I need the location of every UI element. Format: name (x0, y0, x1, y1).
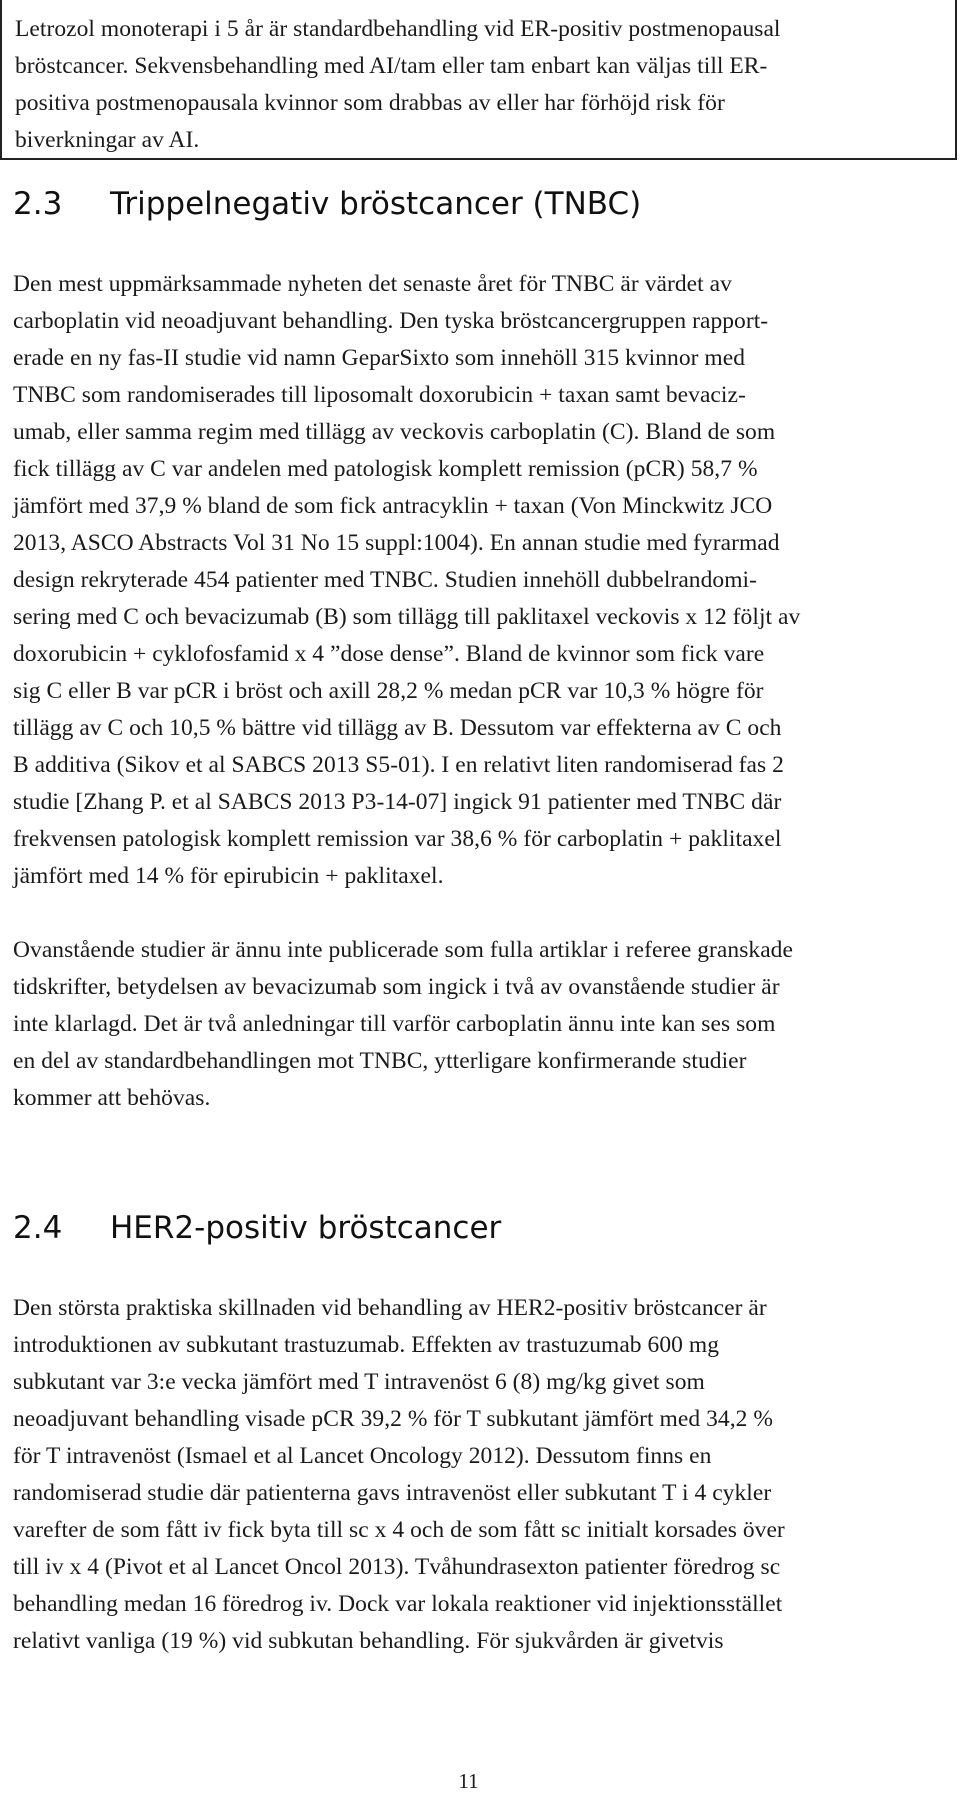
text-line: carboplatin vid neoadjuvant behandling. Den tyska bröstcancergruppen rapport- (13, 308, 769, 334)
text-line: Den största praktiska skillnaden vid behandling av HER2-positiv bröstcancer är (13, 1295, 767, 1321)
text-line: doxorubicin + cyklofosfamid x 4 ”dose dense”. Bland de kvinnor som fick vare (13, 641, 765, 667)
section-2-4-paragraph-1 (13, 1290, 950, 1660)
text-line: positiva postmenopausala kvinnor som drabbas av eller har förhöjd risk för (15, 90, 725, 116)
text-line: bröstcancer. Sekvensbehandling med AI/tam eller tam enbart kan väljas till ER- (15, 53, 768, 79)
section-number: 2.4 (13, 1210, 63, 1246)
text-line: jämfört med 37,9 % bland de som fick antracyklin + taxan (Von Minckwitz JCO (13, 493, 773, 519)
paragraph-text (13, 266, 950, 895)
text-line: tillägg av C och 10,5 % bättre vid tillägg av B. Dessutom var effekterna av C och (13, 715, 782, 741)
boxed-paragraph (0, 0, 957, 160)
text-line: inte klarlagd. Det är två anledningar till varför carboplatin ännu inte kan ses som (13, 1011, 776, 1037)
text-line: 2013, ASCO Abstracts Vol 31 No 15 suppl:1004). En annan studie med fyrarmad (13, 530, 780, 556)
section-title: Trippelnegativ bröstcancer (TNBC) (110, 186, 642, 222)
section-title: HER2-positiv bröstcancer (110, 1210, 502, 1246)
text-line: biverkningar av AI. (15, 127, 200, 153)
text-line: kommer att behövas. (13, 1085, 211, 1111)
text-line: randomiserad studie där patienterna gavs intravenöst eller subkutant T i 4 cykler (13, 1480, 772, 1506)
text-line: erade en ny fas-II studie vid namn GeparSixto som innehöll 315 kvinnor med (13, 345, 746, 371)
boxed-paragraph-text (15, 11, 935, 159)
text-line: för T intravenöst (Ismael et al Lancet Oncology 2012). Dessutom finns en (13, 1443, 712, 1469)
section-heading-2-3 (13, 186, 641, 222)
text-line: till iv x 4 (Pivot et al Lancet Oncol 2013). Tvåhundrasexton patienter föredrog sc (13, 1554, 781, 1580)
text-line: Den mest uppmärksammade nyheten det senaste året för TNBC är värdet av (13, 271, 732, 297)
text-line: relativt vanliga (19 %) vid subkutan behandling. För sjukvården är givetvis (13, 1628, 724, 1654)
text-line: B additiva (Sikov et al SABCS 2013 S5-01). I en relativt liten randomiserad fas 2 (13, 752, 784, 778)
text-line: varefter de som fått iv fick byta till sc x 4 och de som fått sc initialt korsades över (13, 1517, 785, 1543)
text-line: sig C eller B var pCR i bröst och axill 28,2 % medan pCR var 10,3 % högre för (13, 678, 764, 704)
text-line: Letrozol monoterapi i 5 år är standardbehandling vid ER-positiv postmenopausal (15, 16, 781, 42)
section-2-3-paragraph-1 (13, 266, 950, 895)
paragraph-text (13, 1290, 950, 1660)
section-2-3-paragraph-2 (13, 932, 950, 1117)
text-line: frekvensen patologisk komplett remission var 38,6 % för carboplatin + paklitaxel (13, 826, 782, 852)
text-line: studie [Zhang P. et al SABCS 2013 P3-14-07] ingick 91 patienter med TNBC där (13, 789, 782, 815)
text-line: Ovanstående studier är ännu inte publicerade som fulla artiklar i referee granskade (13, 937, 793, 963)
text-line: neoadjuvant behandling visade pCR 39,2 % för T subkutant jämfört med 34,2 % (13, 1406, 773, 1432)
text-line: subkutant var 3:e vecka jämfört med T intravenöst 6 (8) mg/kg givet som (13, 1369, 705, 1395)
page-number: 11 (458, 1769, 479, 1793)
section-number: 2.3 (13, 186, 63, 222)
section-heading-2-4 (13, 1210, 501, 1246)
text-line: fick tillägg av C var andelen med patologisk komplett remission (pCR) 58,7 % (13, 456, 758, 482)
text-line: behandling medan 16 föredrog iv. Dock var lokala reaktioner vid injektionsstället (13, 1591, 783, 1617)
text-line: design rekryterade 454 patienter med TNBC. Studien innehöll dubbelrandomi- (13, 567, 757, 593)
text-line: TNBC som randomiserades till liposomalt doxorubicin + taxan samt bevaciz- (13, 382, 746, 408)
text-line: introduktionen av subkutant trastuzumab. Effekten av trastuzumab 600 mg (13, 1332, 719, 1358)
paragraph-text (13, 932, 950, 1117)
text-line: jämfört med 14 % för epirubicin + paklitaxel. (13, 863, 444, 889)
text-line: tidskrifter, betydelsen av bevacizumab som ingick i två av ovanstående studier är (13, 974, 780, 1000)
text-line: umab, eller samma regim med tillägg av veckovis carboplatin (C). Bland de som (13, 419, 776, 445)
text-line: sering med C och bevacizumab (B) som tillägg till paklitaxel veckovis x 12 följt av (13, 604, 801, 630)
text-line: en del av standardbehandlingen mot TNBC, ytterligare konfirmerande studier (13, 1048, 747, 1074)
